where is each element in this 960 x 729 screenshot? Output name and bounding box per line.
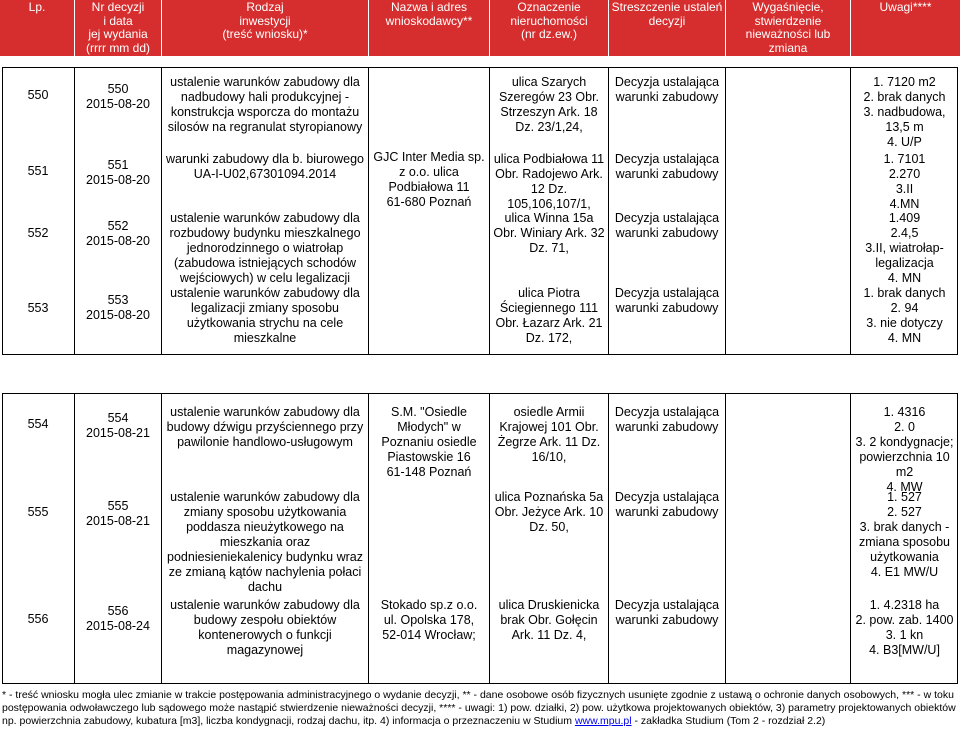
summary-cell [609,152,725,182]
investment-cell-line: konstrukcja wsporcza do montażu [170,105,360,119]
investment-cell-line: ustalenie warunków zabudowy dla [170,598,360,612]
remarks-cell [851,75,958,150]
summary-cell-line: Decyzja ustalająca [614,75,720,89]
decision-cell-line: 555 [107,499,129,513]
remarks-cell-line: 1. brak danych [863,286,946,300]
applicant-line: Podbiałowa 11 [388,180,470,194]
investment-cell-line: UA-I-U02,67301094.2014 [193,167,337,181]
property-cell-line: ulica Podbiałowa 11 [493,152,605,166]
property-cell-line: ulica Piotra [518,286,580,300]
investment-cell-line: mieszkania oraz [219,535,311,549]
property-cell [490,152,608,212]
summary-cell-line: warunki zabudowy [615,167,719,181]
property-cell-line: Dz. 23/1,24, [515,120,583,134]
property-cell [490,490,608,535]
decision-cell-line: 550 [107,82,129,96]
investment-cell-line: rozbudowy budynku mieszkalnego [169,226,361,240]
investment-cell-line: (zabudowa istniejących schodów [173,256,357,270]
decision-cell [75,499,161,529]
header-oznaczenie-line: (nr dz.ew.) [520,27,577,41]
property-cell [490,286,608,346]
summary-cell-line: Decyzja ustalająca [614,490,720,504]
applicant-cell-line: S.M. "Osiedle [391,405,467,419]
investment-cell [162,211,368,286]
remarks-cell-line: 2. 0 [894,420,915,434]
investment-cell-line: warunki zabudowy dla b. biurowego [165,152,365,166]
remarks-cell-line: 3. 2 kondygnacje; [855,435,954,449]
header-wnioskodawca-line: Nazwa i adres [390,0,468,14]
investment-cell-line: ze zmianą kątów nachylenia połaci [168,565,362,579]
property-cell-line: Obr. Łazarz Ark. 21 [495,316,603,330]
property-cell-line: Ark. 11 Dz. 4, [511,628,587,642]
summary-cell-line: warunki zabudowy [615,613,719,627]
investment-cell-line: nadbudowy hali produkcyjnej - [180,90,350,104]
summary-cell [609,598,725,628]
investment-cell-line: ustalenie warunków zabudowy dla [170,211,360,225]
decision-cell-line: 556 [107,604,129,618]
decision-cell-line: 2015-08-20 [86,308,150,322]
investment-cell-line: budowy dźwigu przyściennego przy [166,420,364,434]
summary-cell-line: warunki zabudowy [615,226,719,240]
header-uwagi: Uwagi**** [879,0,932,14]
property-cell-line: Dz. 50, [529,520,569,534]
header-rodzaj-line: (treść wniosku)* [222,27,308,41]
investment-cell-line: wejściowych) w celu legalizacji [179,271,351,285]
summary-cell [609,211,725,241]
investment-cell [162,152,368,182]
property-cell-line: Obr. Radojewo Ark. [495,167,603,181]
remarks-cell-line: użytkowania [870,550,939,564]
property-cell-line: Żegrze Ark. 11 Dz. [497,435,601,449]
header-nr-line: i data [103,13,133,28]
header-lp: Lp. [28,0,46,14]
summary-cell-line: warunki zabudowy [615,420,719,434]
decision-cell [75,219,161,249]
remarks-cell-line: 1. 4.2318 ha [869,598,940,612]
investment-cell-line: mieszkalne [233,331,297,345]
decision-cell-line: 2015-08-20 [86,234,150,248]
remarks-cell-line: 1. 7101 [883,152,926,166]
property-cell-line: Obr. Winiary Ark. 32 [493,226,605,240]
property-cell-line: Dz. 172, [525,331,573,345]
property-cell-line: Ściegiennego 111 [499,301,599,315]
header-wnioskodawca-line: wnioskodawcy** [385,13,473,28]
decision-cell-line: 552 [107,219,129,233]
property-cell-line: Obr. Jeżyce Ark. 10 [494,505,604,519]
header-oznaczenie-line: nieruchomości [510,13,588,28]
decision-cell-line: 2015-08-20 [86,173,150,187]
applicant-cell [369,150,489,210]
summary-cell-line: Decyzja ustalająca [614,598,720,612]
remarks-cell-line: 3. nadbudowa, [863,105,946,119]
header-rodzaj-line: Rodzaj [246,0,284,14]
investment-cell-line: zmiany sposobu użytkowania [183,505,347,519]
decision-cell [75,158,161,188]
decision-cell-line: 551 [107,158,129,172]
remarks-cell-line: 4. MN [887,331,922,345]
property-cell [490,598,608,643]
investment-cell [162,598,368,658]
header-wygasniecie-line: Wygaśnięcie, [752,0,824,14]
investment-cell-line: ustalenie warunków zabudowy dla [170,75,360,89]
remarks-cell-line: 3. nie dotyczy [866,316,943,330]
lp-cell: 555 [27,505,49,519]
header-wygasniecie-line: decyzji*** [762,54,814,68]
summary-cell [609,75,725,105]
investment-cell [162,286,368,346]
remarks-cell-line: 2. pow. zab. 1400 [855,613,954,627]
header-oznaczenie-line: Oznaczenie [517,0,581,14]
property-cell [490,75,608,135]
investment-cell [162,75,368,135]
investment-cell-line: ustalenie warunków zabudowy dla [170,286,360,300]
remarks-cell [851,490,958,580]
header-rodzaj [162,0,368,56]
property-cell-line: 12 Dz. [530,182,568,196]
remarks-cell-line: 4. MN [887,271,922,285]
investment-cell-line: poddasza nieużytkowego na [186,520,344,534]
header-nr-line: (rrrr mm dd) [86,40,150,55]
property-cell-line: 16/10, [531,450,567,464]
applicant-line: z o.o. ulica [399,165,459,179]
remarks-cell [851,152,958,212]
property-cell-line: ulica Druskienicka [498,598,600,612]
property-cell [490,211,608,256]
remarks-cell [851,211,958,286]
applicant-line: 61-680 Poznań [386,195,472,209]
investment-cell-line: podniesieniekalenicy budynku wraz [167,550,363,564]
applicant-cell-line: Piastowskie 16 [387,450,471,464]
header-streszczenie-line: Streszczenie ustaleń [611,0,723,14]
header-streszczenie [609,0,725,56]
lp-cell: 553 [27,301,49,315]
summary-cell-line: Decyzja ustalająca [614,211,720,225]
remarks-cell-line: 2. 94 [890,301,919,315]
decision-cell [75,293,161,323]
remarks-cell-line: 2.4,5 [890,226,919,240]
applicant-cell-line: Poznaniu osiedle [381,435,477,449]
applicant-cell-line: 61-148 Poznań [386,465,472,479]
remarks-cell [851,286,958,346]
summary-cell [609,405,725,435]
investment-cell [162,405,368,450]
property-cell-line: ulica Poznańska 5a [494,490,604,504]
lp-cell: 552 [27,226,49,240]
lp-cell: 556 [27,612,49,626]
investment-cell-line: magazynowej [226,643,304,657]
remarks-cell [851,405,958,495]
property-cell-line: Strzeszyn Ark. 18 [500,105,598,119]
investment-cell-line: ustalenie warunków zabudowy dla [170,490,360,504]
investment-cell-line: kontenerowych o funkcji [198,628,332,642]
decision-cell [75,411,161,441]
property-cell [490,405,608,465]
decision-cell-line: 554 [107,411,129,425]
investment-cell-line: budowy zespołu obiektów [193,613,337,627]
decision-cell [75,604,161,634]
remarks-cell-line: 1.409 [888,211,921,225]
remarks-cell-line: zmiana sposobu [858,535,951,549]
header-wygasniecie-line: nieważności lub zmiana [745,27,831,55]
decision-cell-line: 2015-08-24 [86,619,150,633]
header-nr-line: jej wydania [88,27,148,41]
remarks-cell-line: 2. brak danych [863,90,946,104]
remarks-cell-line: 1. 4316 [883,405,926,419]
header-rodzaj-line: inwestycji [239,13,291,28]
applicant-cell [369,405,489,480]
investment-cell-line: legalizacji zmiany sposobu [191,301,339,315]
mpu-link[interactable]: www.mpu.pl [574,715,632,727]
summary-cell-line: Decyzja ustalająca [614,405,720,419]
property-cell-line: brak Obr. Gołęcin [500,613,598,627]
property-cell-line: Dz. 71, [529,241,569,255]
summary-cell [609,286,725,316]
header-oznaczenie [490,0,608,56]
applicant-cell-line: 52-014 Wrocław; [382,628,476,642]
header-nr-decyzji [75,0,161,56]
remarks-cell-line: powierzchnia 10 [859,450,950,464]
remarks-cell-line: 2. 527 [887,505,922,519]
applicant-cell [369,598,489,643]
summary-cell-line: warunki zabudowy [615,90,719,104]
header-streszczenie-line: decyzji [648,13,686,28]
remarks-cell-line: 13,5 m [885,120,924,134]
decision-cell-line: 2015-08-21 [86,514,150,528]
summary-cell-line: Decyzja ustalająca [614,286,720,300]
decision-cell [75,82,161,112]
lp-cell: 551 [27,164,49,178]
investment-cell-line: silosów na regranulat styropianowy [167,120,363,134]
remarks-cell-line: 4. E1 MW/U [870,565,939,579]
remarks-cell-line: 1. 527 [887,490,922,504]
applicant-cell-line: ul. Opolska 178, [383,613,475,627]
remarks-cell-line: 4. U/P [887,135,922,149]
investment-cell-line: dachu [247,580,283,594]
property-cell-line: 105,106,107/1, [507,197,591,211]
property-cell-line: osiedle Armii [513,405,585,419]
remarks-cell [851,598,958,658]
investment-cell-line: ustalenie warunków zabudowy dla [170,405,360,419]
property-cell-line: ulica Szarych [511,75,587,89]
footnote: * - treść wniosku mogła ulec zmianie w trakcie postępowania administracyjnego o wydanie decyzji, ** - dane osobowe osób fizycznych usunięte zgodnie z ustawą o ochronie danych osobowych, *** - w toku postępowania odwoławczego lub sądowego może nastąpić stwierdzenie nieważności decyzji, **** - uwagi: 1) pow. działki, 2) pow. użytkowa projektowanych obiektów, 3) parametry projektowanych obiektów np. powierzchnia zabudowy, kubatura [m3], liczba kondygnacji, rodzaj dachu, itp. 4) informacja o przeznaczeniu w Studium www.mpu.pl - zakładka Studium (Tom 2 - rozdział 2.2) [2,689,956,727]
remarks-cell-line: m2 [895,465,914,479]
property-cell-line: ulica Winna 15a [504,211,594,225]
summary-cell-line: warunki zabudowy [615,505,719,519]
remarks-cell-line: 4. MW [886,480,923,494]
remarks-cell-line: 3. brak danych - [859,520,950,534]
remarks-cell-line: 2.270 [888,167,921,181]
header-wygasniecie [726,0,850,68]
summary-cell-line: Decyzja ustalająca [614,152,720,166]
remarks-cell-line: 3.II, wiatrołap- [865,241,944,255]
remarks-cell-line: legalizacja [875,256,934,270]
decision-cell-line: 2015-08-21 [86,426,150,440]
header-nr-line: Nr decyzji [91,0,145,14]
applicant-line: GJC Inter Media sp. [373,150,485,164]
property-cell-line: Krajowej 101 Obr. [499,420,599,434]
decision-cell-line: 2015-08-20 [86,97,150,111]
applicant-cell-line: Stokado sp.z o.o. [380,598,478,612]
remarks-cell-line: 3. 1 kn [885,628,924,642]
investment-cell-line: użytkowania strychu na cele [186,316,344,330]
summary-cell-line: warunki zabudowy [615,301,719,315]
remarks-cell-line: 4. B3[MW/U] [869,643,940,657]
investment-cell-line: jednorodzinnego o wiatrołap [186,241,344,255]
lp-cell: 554 [27,417,49,431]
summary-cell [609,490,725,520]
remarks-cell-line: 1. 7120 m2 [873,75,936,89]
investment-cell [162,490,368,595]
applicant-cell-line: Młodych" w [397,420,461,434]
property-cell-line: Szeregów 23 Obr. [498,90,600,104]
lp-cell: 550 [27,88,49,102]
remarks-cell-line: 4.MN [889,197,920,211]
decision-cell-line: 553 [107,293,129,307]
header-wnioskodawca [369,0,489,56]
remarks-cell-line: 3.II [895,182,914,196]
header-wygasniecie-line: stwierdzenie [754,13,822,28]
investment-cell-line: pawilonie handlowo-usługowym [177,435,353,449]
